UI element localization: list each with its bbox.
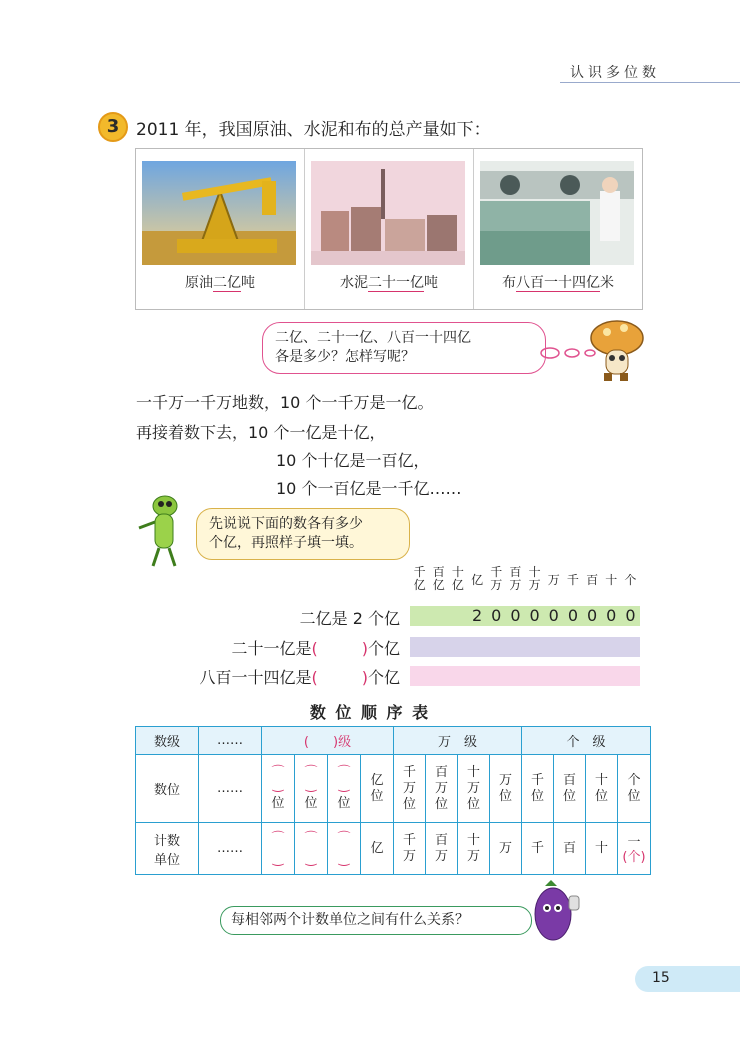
problem-number-badge: 3 — [98, 112, 128, 142]
position-cell: 十 位 — [586, 755, 618, 823]
place-header-0: 千 亿 — [413, 565, 426, 592]
cell-header: 数级 — [136, 727, 199, 755]
blank-close: ) — [361, 639, 368, 658]
digit: 0 — [510, 606, 521, 625]
table-title: 数 位 顺 序 表 — [309, 703, 431, 722]
cell-dots: …… — [199, 727, 262, 755]
row-text: 二十一亿是 — [231, 639, 312, 658]
place-header-6: 十 万 — [528, 565, 541, 592]
page-number-tab — [635, 966, 740, 992]
bubble-line: 先说说下面的数各有多少 — [209, 516, 363, 532]
unit-blank-cell[interactable]: ⌒ ‿ — [262, 823, 295, 875]
question-bubble — [262, 322, 546, 374]
count-line-4: 10 个一百亿是一千亿…… — [276, 479, 462, 498]
chapter-title: 认识多位数 — [570, 65, 660, 81]
unit-blank-cell[interactable]: ⌒ ‿ — [295, 823, 328, 875]
unit-cell: 千 万 — [394, 823, 426, 875]
position-blank-cell[interactable]: ⌒ ‿ 位 — [328, 755, 361, 823]
blank-open: ( — [311, 668, 318, 687]
cell-ge-level: 个 级 — [522, 727, 651, 755]
photo-panel — [135, 148, 643, 310]
cement-plant-image — [311, 161, 465, 265]
unit-cell: 万 — [490, 823, 522, 875]
unit-cell: 亿 — [361, 823, 394, 875]
unit-cell: 百 万 — [426, 823, 458, 875]
row-label-21yi — [160, 636, 400, 659]
position-blank-cell[interactable]: ⌒ ‿ 位 — [262, 755, 295, 823]
paren-open: ( — [303, 735, 309, 750]
unit-cell: 百 — [554, 823, 586, 875]
place-header-8: 千 — [566, 573, 579, 587]
cell-wan-level: 万 级 — [394, 727, 522, 755]
place-header-1: 百 亿 — [432, 565, 445, 592]
mushroom-mascot-icon — [590, 318, 645, 384]
table-row-positions — [136, 755, 651, 823]
place-header-5: 百 万 — [509, 565, 522, 592]
relation-question-bubble: 每相邻两个计数单位之间有什么关系？ — [220, 906, 532, 935]
unit-cell: 千 — [522, 823, 554, 875]
cell-header: 数位 — [136, 755, 199, 823]
position-blank-cell[interactable]: ⌒ ‿ 位 — [295, 755, 328, 823]
cement-caption: 水泥二十一亿吨 — [340, 275, 438, 291]
table-row-levels — [136, 727, 651, 755]
place-header-11: 个 — [624, 573, 637, 587]
cell-dots: …… — [199, 823, 262, 875]
bubble-line: 各是多少？怎样写呢？ — [275, 349, 415, 365]
paren-close: )级 — [333, 735, 352, 750]
digits-bar-2yi — [410, 606, 640, 626]
cloth-caption: 布八百一十四亿米 — [502, 275, 614, 291]
position-cell: 万 位 — [490, 755, 522, 823]
row-text: 个亿 — [367, 639, 400, 658]
cell-yi-level — [262, 727, 394, 755]
position-cell: 百 万 位 — [426, 755, 458, 823]
eggplant-mascot-icon — [525, 878, 585, 946]
oil-pump-image — [142, 161, 296, 265]
cell-dots: …… — [199, 755, 262, 823]
row-text: 八百一十四亿是 — [199, 668, 312, 687]
cell-header: 计数 单位 — [136, 823, 199, 875]
problem-text: 2011 年，我国原油、水泥和布的总产量如下： — [136, 120, 491, 140]
position-cell: 百 位 — [554, 755, 586, 823]
unit-cell: 十 万 — [458, 823, 490, 875]
oil-caption: 原油二亿吨 — [185, 275, 255, 291]
unit-cell: 一 (个) — [618, 823, 651, 875]
count-line-2: 再接着数下去，10 个一亿是十亿， — [136, 423, 386, 442]
row-text: 个亿 — [367, 668, 400, 687]
place-header-10: 十 — [605, 573, 618, 587]
place-order-table — [135, 726, 651, 875]
digit: 0 — [567, 606, 578, 625]
position-cell: 千 万 位 — [394, 755, 426, 823]
photo-oil — [136, 149, 305, 309]
table-row-units — [136, 823, 651, 875]
count-line-1: 一千万一千万地数，10 个一千万是一亿。 — [136, 393, 434, 412]
grasshopper-mascot-icon — [135, 492, 185, 570]
digit: 0 — [548, 606, 559, 625]
photo-cloth — [474, 149, 642, 309]
page-number: 15 — [652, 970, 670, 986]
blank-close: ) — [361, 668, 368, 687]
place-header-2: 十 亿 — [451, 565, 464, 592]
digit: 0 — [529, 606, 540, 625]
blank-open: ( — [311, 639, 318, 658]
digit: 2 — [471, 606, 483, 625]
hint-bubble — [196, 508, 410, 560]
position-cell: 亿 位 — [361, 755, 394, 823]
digit: 0 — [606, 606, 617, 625]
row-label-2yi: 二亿是 2 个亿 — [299, 609, 400, 628]
unit-cell: 十 — [586, 823, 618, 875]
position-cell: 十 万 位 — [458, 755, 490, 823]
count-line-3: 10 个十亿是一百亿， — [276, 451, 430, 470]
place-header-4: 千 万 — [490, 565, 503, 592]
photo-cement — [305, 149, 474, 309]
digit: 0 — [625, 606, 636, 625]
unit-blank-cell[interactable]: ⌒ ‿ — [328, 823, 361, 875]
bubble-line: 二亿、二十一亿、八百一十四亿 — [275, 330, 471, 346]
place-value-header — [410, 566, 640, 602]
row-label-814yi — [140, 665, 400, 688]
place-header-3: 亿 — [471, 573, 484, 587]
bubble-line: 个亿，再照样子填一填。 — [209, 535, 363, 551]
place-header-9: 百 — [586, 573, 599, 587]
digit: 0 — [586, 606, 598, 625]
header-divider — [560, 82, 740, 83]
digits-bar-21yi[interactable] — [410, 637, 640, 657]
digit: 0 — [491, 606, 502, 625]
position-cell: 千 位 — [522, 755, 554, 823]
place-header-7: 万 — [547, 573, 560, 587]
position-cell: 个 位 — [618, 755, 651, 823]
textile-factory-image — [480, 161, 634, 265]
digits-bar-814yi[interactable] — [410, 666, 640, 686]
